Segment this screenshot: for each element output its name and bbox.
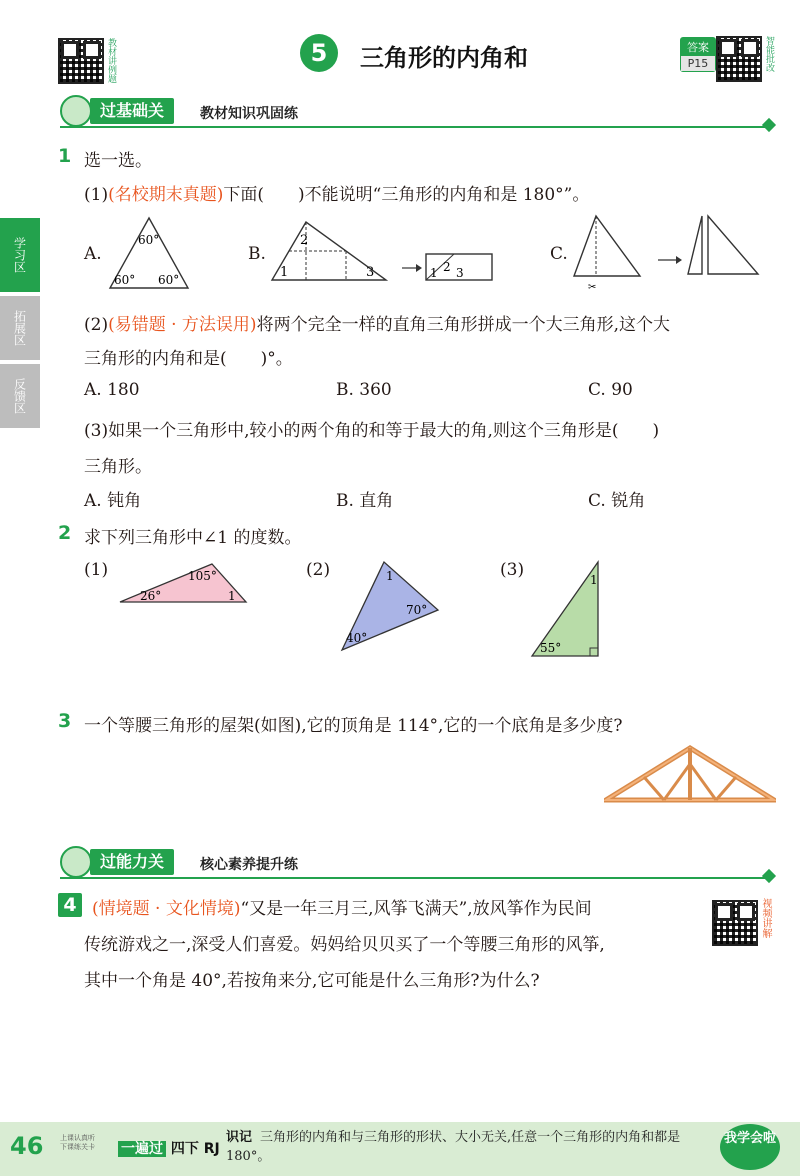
figure-equilateral-triangle [104,214,194,292]
fig-a-top-angle: 60° [138,233,160,247]
q2-label-3: (3) [500,560,525,580]
leaf-icon [762,118,776,132]
qr-right-label: 智能批改 [764,36,774,72]
q1-part2-option-c[interactable]: C. 90 [588,380,633,400]
fig-b-angle-3: 3 [366,265,375,280]
section1-subtitle: 教材知识巩固练 [200,106,298,122]
t1-angle-a: 105° [188,569,217,583]
q3-number: 3 [58,710,72,732]
answer-tag[interactable] [680,37,716,72]
q4-line1-text: “又是一年三月三,风筝飞满天”,放风筝作为民间 [240,899,592,919]
svg-text:3: 3 [456,266,464,280]
answer-label: 答案 [681,38,715,56]
q2-label-2: (2) [306,560,331,580]
q1-part2-prefix: (2) [84,315,109,335]
q1-option-c[interactable]: C. [550,244,568,264]
figure-cut-triangle [570,212,770,292]
q1-part3-option-a[interactable]: A. 钝角 [84,491,142,511]
q4-line1 [92,894,592,919]
q1-part3: (3)如果一个三角形中,较小的两个角的和等于最大的角,则这个三角形是( ) [84,421,660,441]
section2-divider [60,877,768,879]
q1-stem: 选一选。 [84,151,152,171]
book-name [118,1138,220,1158]
triangle-3 [530,558,604,660]
q1-option-a[interactable]: A. [84,244,102,264]
q2-number: 2 [58,522,72,544]
svg-text:2: 2 [443,260,451,274]
svg-text:1: 1 [430,266,438,280]
q1-number: 1 [58,145,72,167]
q1-part2-text: 将两个完全一样的直角三角形拼成一个大三角形,这个大 [256,315,670,335]
q4-tag: (情境题 · 文化情境) [92,899,241,919]
q1-part1-text: 下面( )不能说明“三角形的内角和是 180°”。 [223,185,590,205]
q3-stem: 一个等腰三角形的屋架(如图),它的顶角是 114°,它的一个底角是多少度? [84,716,623,736]
fig-a-left-angle: 60° [114,273,136,287]
q1-part2-line2: 三角形的内角和是( )°。 [84,349,293,369]
section1-divider [60,126,768,128]
qr-code-left[interactable] [58,38,104,84]
answer-page: P15 [681,56,715,71]
t2-angle-b: 70° [406,603,428,617]
learned-badge[interactable]: 我学会啦 [720,1124,780,1170]
lesson-number: 5 [300,34,338,72]
q4-line2: 传统游戏之一,深受人们喜爱。妈妈给贝贝买了一个等腰三角形的风筝, [84,935,605,955]
t1-angle-b: 26° [140,589,162,603]
footer-slogan: 上课认真听 下课练关卡 [60,1134,95,1151]
triangle-2 [338,558,442,654]
t2-angle-c: 40° [346,631,368,645]
book-name-b: 四下 RJ [170,1141,220,1157]
q1-option-b[interactable]: B. [248,244,266,264]
q1-part1-tag: (名校期末真题) [108,185,224,205]
t2-angle-a: 1 [386,569,394,583]
t1-angle-c: 1 [228,589,236,603]
section1-badge: 过基础关 [90,98,174,124]
q1-part2-tag: (易错题 · 方法误用) [108,315,257,335]
book-name-a: 一遍过 [118,1141,166,1157]
section2-badge: 过能力关 [90,849,174,875]
q1-part2-option-b[interactable]: B. 360 [336,380,392,400]
q1-part1-prefix: (1) [84,185,109,205]
q1-part2-option-a[interactable]: A. 180 [84,380,140,400]
leaf-icon-2 [762,869,776,883]
tab-study[interactable]: 学习区 [0,218,40,292]
tab-extend[interactable]: 拓展区 [0,296,40,360]
roof-truss-figure [604,744,776,804]
q4-number: 4 [58,893,82,917]
page-title: 三角形的内角和 [360,44,528,72]
fig-b-angle-1: 1 [280,265,289,280]
page-number: 46 [10,1132,44,1160]
mascot-icon [60,95,92,127]
q1-part3-line2: 三角形。 [84,457,152,477]
q1-part2 [84,310,670,335]
q1-part3-option-c[interactable]: C. 锐角 [588,491,646,511]
triangle-1 [116,560,250,606]
mascot-icon-2 [60,846,92,878]
tab-feedback[interactable]: 反馈区 [0,364,40,428]
memo-label: 识记 [226,1130,253,1145]
q1-part3-option-b[interactable]: B. 直角 [336,491,394,511]
fig-b-angle-2: 2 [300,233,309,248]
memo-text: 三角形的内角和与三角形的形状、大小无关,任意一个三角形的内角和都是 180°。 [226,1130,681,1164]
t3-angle-b: 55° [540,641,562,655]
q4-line3: 其中一个角是 40°,若按角来分,它可能是什么三角形?为什么? [84,971,540,991]
section2-subtitle: 核心素养提升练 [200,857,298,873]
t3-angle-a: 1 [590,573,598,587]
qr-left-label: 教材讲例题 [106,38,116,83]
figure-fold-triangle [266,216,506,286]
q1-part1 [84,180,589,205]
scissors-icon: ✂ [588,282,597,292]
qr-video-label: 视频讲解 [760,898,771,938]
q2-label-1: (1) [84,560,109,580]
q2-stem: 求下列三角形中∠1 的度数。 [84,528,302,548]
qr-code-video[interactable] [712,900,758,946]
memo-note [226,1128,716,1166]
fig-a-right-angle: 60° [158,273,180,287]
qr-code-right[interactable] [716,36,762,82]
